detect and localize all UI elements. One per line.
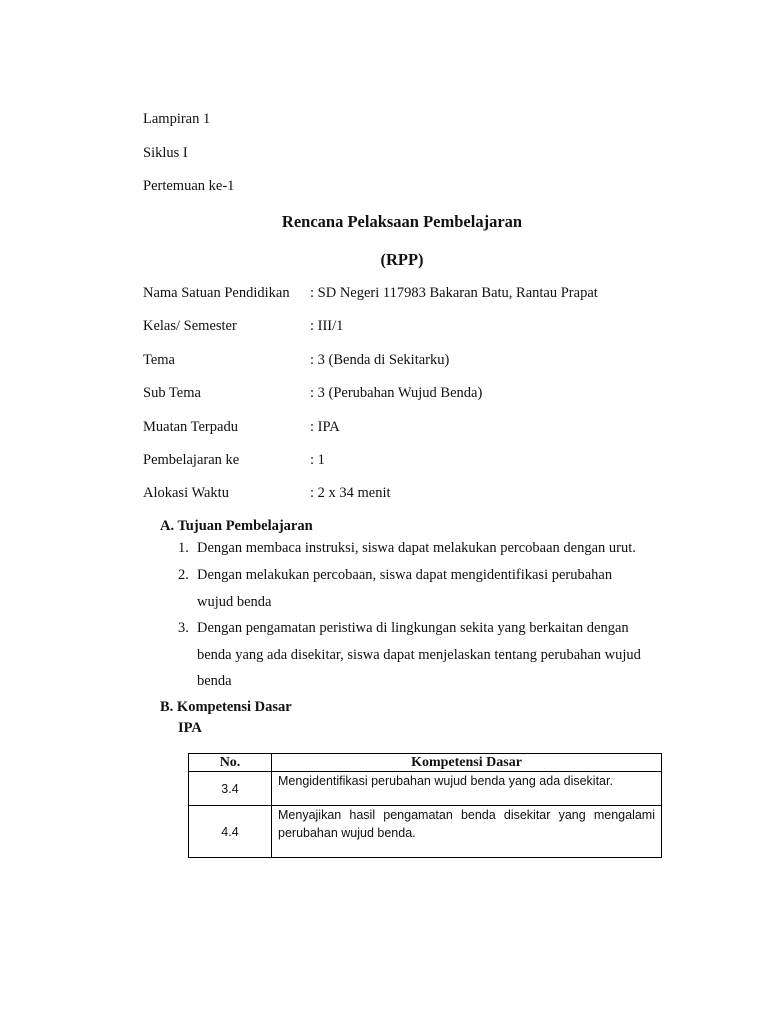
identity-value: : 1 <box>310 452 325 468</box>
document-title: Rencana Pelaksaan Pembelajaran <box>281 212 523 231</box>
identity-label: Muatan Terpadu <box>143 419 238 435</box>
list-item-line: benda <box>197 673 232 689</box>
cycle-label: Siklus I <box>143 145 188 161</box>
table-header-row <box>189 754 662 772</box>
table-row <box>189 772 662 806</box>
identity-value: : 3 (Perubahan Wujud Benda) <box>310 385 483 401</box>
table-cell-no: 3.4 <box>189 772 272 806</box>
identity-label: Nama Satuan Pendidikan <box>143 285 290 301</box>
list-number: 2. <box>178 567 189 583</box>
table-cell-kd: Mengidentifikasi perubahan wujud benda yang ada disekitar. <box>272 772 662 806</box>
section-a-heading: A. Tujuan Pembelajaran <box>160 518 313 534</box>
section-b-heading: B. Kompetensi Dasar <box>160 699 292 715</box>
list-item-line: Dengan melakukan percobaan, siswa dapat mengidentifikasi perubahan <box>197 567 613 583</box>
identity-label: Alokasi Waktu <box>143 485 229 501</box>
list-item-line: Dengan pengamatan peristiwa di lingkungan sekita yang berkaitan dengan <box>197 620 629 636</box>
competency-table <box>188 753 662 858</box>
subject-label: IPA <box>178 720 202 736</box>
column-header-kd: Kompetensi Dasar <box>272 754 662 772</box>
list-number: 1. <box>178 540 189 556</box>
identity-value: : SD Negeri 117983 Bakaran Batu, Rantau Prapat <box>310 285 598 301</box>
list-item-line: Dengan membaca instruksi, siswa dapat melakukan percobaan dengan urut. <box>197 540 636 556</box>
identity-label: Pembelajaran ke <box>143 452 240 468</box>
identity-label: Sub Tema <box>143 385 201 401</box>
list-number: 3. <box>178 620 189 636</box>
meeting-label: Pertemuan ke-1 <box>143 178 235 194</box>
identity-value: : IPA <box>310 419 340 435</box>
attachment-label: Lampiran 1 <box>143 111 211 127</box>
identity-label: Kelas/ Semester <box>143 318 237 334</box>
table-cell-kd: Menyajikan hasil pengamatan benda disekitar yang mengalami perubahan wujud benda. <box>272 806 662 858</box>
identity-value: : 2 x 34 menit <box>310 485 391 501</box>
identity-label: Tema <box>143 352 175 368</box>
identity-value: : 3 (Benda di Sekitarku) <box>310 352 450 368</box>
list-item-line: benda yang ada disekitar, siswa dapat menjelaskan tentang perubahan wujud <box>197 647 641 663</box>
column-header-no: No. <box>189 754 272 772</box>
document-subtitle: (RPP) <box>380 250 424 269</box>
table-cell-no: 4.4 <box>189 806 272 858</box>
list-item-line: wujud benda <box>197 594 272 610</box>
identity-value: : III/1 <box>310 318 344 334</box>
table-row <box>189 806 662 858</box>
